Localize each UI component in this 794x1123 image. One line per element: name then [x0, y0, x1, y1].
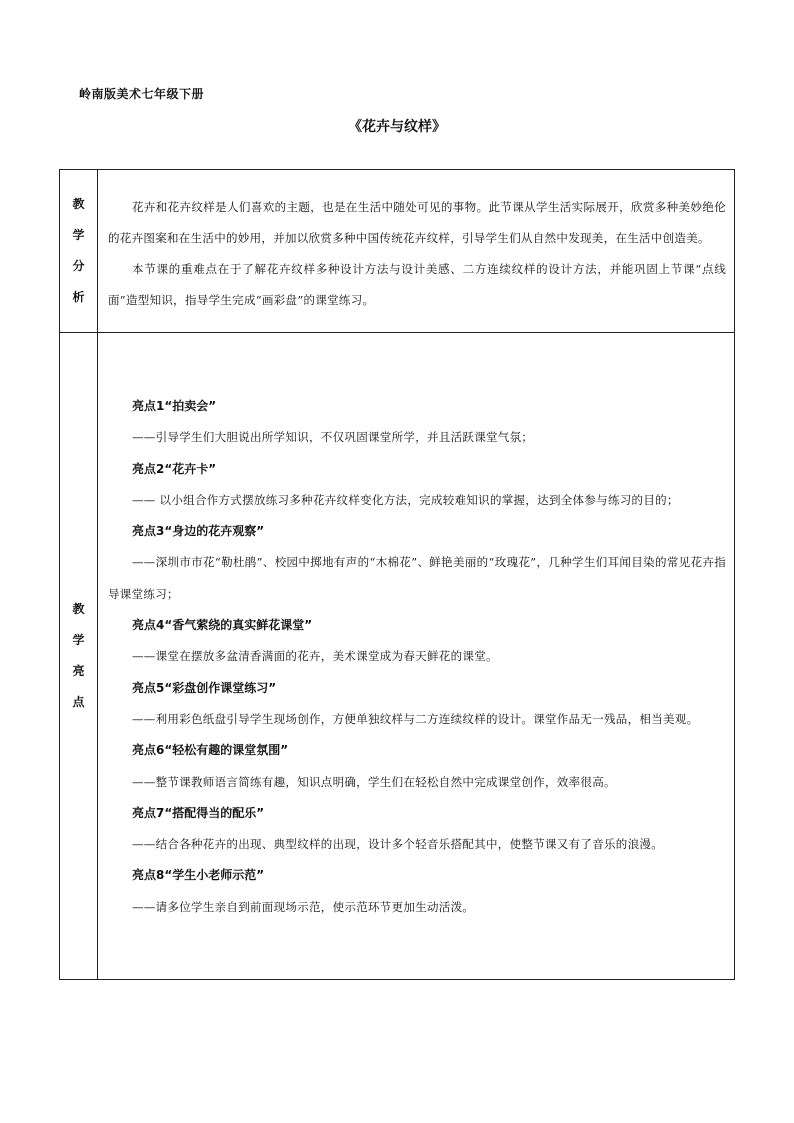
course-header: 岭南版美术七年级下册	[79, 87, 205, 101]
highlight-description: ——请多位学生亲自到前面现场示范，使示范环节更加生动活泼。	[132, 899, 475, 914]
highlights-label: 教 学 亮 点	[72, 602, 85, 709]
highlights-row	[60, 333, 735, 980]
highlight-description: ——深圳市市花“勒杜鹃”、校园中掷地有声的“木棉花”、鲜艳美丽的“玫瑰花”，几种学生们耳闻目染的常见花卉指导课堂练习；	[108, 555, 726, 601]
highlight-description: ——整节课教师语言简练有趣，知识点明确，学生们在轻松自然中完成课堂创作，效率很高。	[132, 774, 616, 789]
highlight-title: 亮点6“轻松有趣的课堂氛围”	[132, 743, 289, 758]
highlight-description: ——利用彩色纸盘引导学生现场创作，方便单独纹样与二方连续纹样的设计。课堂作品无一残品，相当美观。	[132, 711, 699, 726]
highlight-description: —— 以小组合作方式摆放练习多种花卉纹样变化方法，完成较难知识的掌握，达到全体参与练习的目的；	[132, 492, 679, 507]
highlight-title: 亮点8“学生小老师示范”	[132, 868, 265, 883]
analysis-paragraph: 本节课的重难点在于了解花卉纹样多种设计方法与设计美感、二方连续纹样的设计方法，并能巩固上节课“点线面”造型知识，指导学生完成“画彩盘”的课堂练习。	[108, 262, 726, 307]
highlight-description: ——引导学生们大胆说出所学知识，不仅巩固课堂所学，并且活跃课堂气氛；	[132, 430, 534, 445]
analysis-label-cell	[60, 170, 98, 333]
highlights-content	[98, 333, 735, 980]
highlight-title: 亮点2“花卉卡”	[132, 461, 217, 476]
highlight-title: 亮点1“拍卖会”	[132, 398, 217, 413]
highlight-title: 亮点3“身边的花卉观察”	[132, 524, 265, 539]
highlight-description: ——课堂在摆放多盆清香满面的花卉，美术课堂成为春天鲜花的课堂。	[132, 649, 498, 664]
highlight-title: 亮点7“搭配得当的配乐”	[132, 805, 265, 820]
highlight-title: 亮点5“彩盘创作课堂练习”	[132, 680, 277, 695]
analysis-content	[98, 170, 735, 333]
analysis-label: 教 学 分 析	[72, 197, 85, 304]
analysis-row	[60, 170, 735, 333]
highlight-title: 亮点4“香气萦绕的真实鲜花课堂”	[132, 618, 313, 633]
highlight-description: ——结合各种花卉的出现、典型纹样的出现，设计多个轻音乐搭配其中，使整节课又有了音乐的浪漫。	[132, 837, 663, 852]
highlights-label-cell	[60, 333, 98, 980]
lesson-table	[59, 169, 735, 980]
analysis-paragraph: 花卉和花卉纹样是人们喜欢的主题，也是在生活中随处可见的事物。此节课从学生活实际展开，欣赏多种美妙绝伦的花卉图案和在生活中的妙用，并加以欣赏多种中国传统花卉纹样，引导学生们从自然中发现美，在生活中创造美。	[108, 200, 726, 245]
lesson-title: 《花卉与纹样》	[348, 119, 446, 135]
